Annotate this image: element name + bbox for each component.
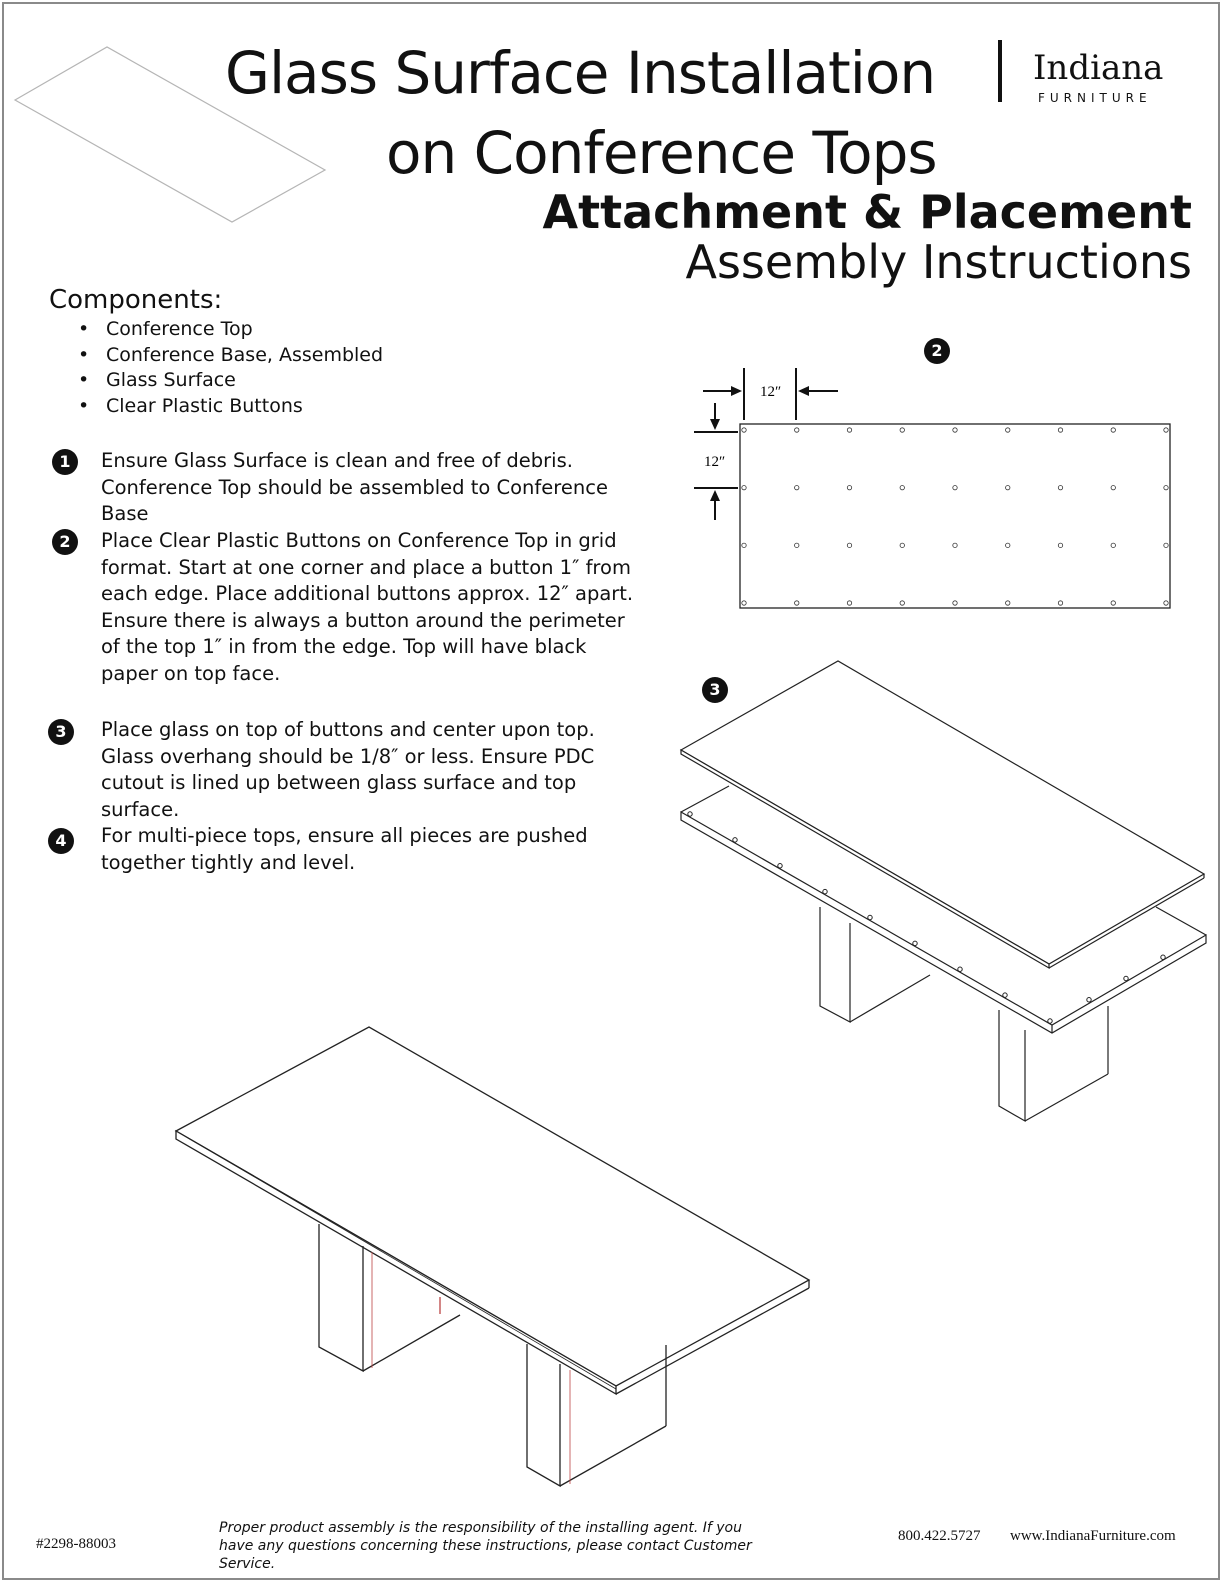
grid-button-dot — [1164, 543, 1168, 547]
grid-button-dot — [953, 428, 957, 432]
brand-logo-name: Indiana — [1033, 48, 1164, 88]
grid-button-dot — [742, 543, 746, 547]
grid-button-dot — [795, 428, 799, 432]
top-button-dot — [823, 889, 827, 893]
grid-button-dot — [1006, 428, 1010, 432]
diagram-2-badge: 2 — [924, 338, 950, 364]
grid-button-dot — [1058, 485, 1062, 489]
grid-button-dot — [847, 543, 851, 547]
list-item: • Clear Plastic Buttons — [78, 394, 383, 420]
top-button-dot — [1087, 998, 1091, 1002]
top-button-dot — [688, 812, 692, 816]
grid-button-dot — [1058, 543, 1062, 547]
part-number: #2298-88003 — [36, 1536, 116, 1552]
grid-button-dot — [1006, 543, 1010, 547]
grid-button-dot — [847, 485, 851, 489]
components-heading: Components: — [49, 285, 223, 315]
top-button-dot — [778, 864, 782, 868]
top-button-dot — [733, 838, 737, 842]
list-item: • Conference Base, Assembled — [78, 343, 383, 369]
brand-logo-tagline: FURNITURE — [1038, 91, 1152, 105]
top-button-dot — [958, 967, 962, 971]
footer-disclaimer: Proper product assembly is the responsibility of the installing agent. If you have any questions concerning these instructions, please contact Customer Service. — [219, 1520, 752, 1572]
step-2-badge: 2 — [52, 529, 78, 555]
page-title-line-2: on Conference Tops — [386, 119, 937, 187]
exploded-glass-diagram — [681, 661, 1206, 1121]
grid-button-dot — [900, 428, 904, 432]
grid-button-dot — [1164, 428, 1168, 432]
step-1-text: Ensure Glass Surface is clean and free of debris. Conference Top should be assembled to Conference Base — [101, 449, 608, 525]
page-title-line-1: Glass Surface Installation — [225, 39, 936, 107]
grid-button-dot — [847, 601, 851, 605]
step-4-text: For multi-piece tops, ensure all pieces are pushed together tightly and level. — [101, 824, 588, 874]
step-2-text: Place Clear Plastic Buttons on Conference Top in grid format. Start at one corner and place a button 1″ from each edge. Place additional buttons approx. 12″ apart. Ensure there is always a button around the perimeter of the top 1″ in from the edge. Top will have black paper on top face. — [101, 529, 634, 685]
bullet-icon: • — [78, 369, 90, 391]
top-button-dot — [1124, 976, 1128, 980]
grid-button-dot — [795, 601, 799, 605]
grid-button-dot — [900, 601, 904, 605]
bullet-icon: • — [78, 318, 90, 340]
grid-button-dot — [900, 485, 904, 489]
grid-button-dot — [742, 601, 746, 605]
grid-button-dot — [1164, 601, 1168, 605]
grid-button-dot — [1111, 601, 1115, 605]
grid-button-dot — [847, 428, 851, 432]
grid-button-dot — [742, 485, 746, 489]
grid-button-dot — [953, 601, 957, 605]
top-button-dot — [1048, 1019, 1052, 1023]
step-3-text: Place glass on top of buttons and center upon top. Glass overhang should be 1/8″ or less. Ensure PDC cutout is lined up between glass surface and top surface. — [101, 718, 595, 821]
bullet-icon: • — [78, 343, 90, 366]
subtitle: Assembly Instructions — [685, 235, 1192, 289]
step-4-badge: 4 — [48, 828, 74, 854]
grid-button-dot — [795, 543, 799, 547]
grid-button-dot — [1006, 485, 1010, 489]
grid-button-dot — [795, 485, 799, 489]
components-list — [78, 317, 383, 419]
bullet-icon: • — [78, 394, 90, 417]
grid-button-dot — [900, 543, 904, 547]
step-1-badge: 1 — [52, 449, 78, 475]
diagram-3-badge: 3 — [702, 677, 728, 703]
grid-button-dot — [1111, 543, 1115, 547]
grid-button-dot — [1058, 601, 1062, 605]
phone-number: 800.422.5727 — [898, 1528, 981, 1544]
title-divider — [998, 40, 1002, 102]
website-link: www.IndianaFurniture.com — [1010, 1528, 1176, 1544]
grid-button-dot — [1006, 601, 1010, 605]
grid-button-dot — [1164, 485, 1168, 489]
dim-horizontal-label: 12″ — [760, 384, 782, 400]
grid-button-dot — [953, 543, 957, 547]
subtitle-bold: Attachment & Placement — [542, 185, 1192, 239]
top-button-dot — [1003, 993, 1007, 997]
assembled-table-drawing — [176, 1027, 809, 1486]
list-item: • Conference Top — [78, 317, 383, 343]
grid-button-dot — [1111, 485, 1115, 489]
top-button-dot — [868, 915, 872, 919]
top-button-dot — [1161, 955, 1165, 959]
top-button-dot — [913, 941, 917, 945]
dim-vertical-label: 12″ — [704, 454, 726, 470]
grid-button-dot — [1058, 428, 1062, 432]
button-grid-diagram — [694, 368, 1170, 608]
grid-button-dot — [953, 485, 957, 489]
list-item: • Glass Surface — [78, 368, 383, 394]
step-3-badge: 3 — [48, 719, 74, 745]
grid-button-dot — [1111, 428, 1115, 432]
grid-button-dot — [742, 428, 746, 432]
